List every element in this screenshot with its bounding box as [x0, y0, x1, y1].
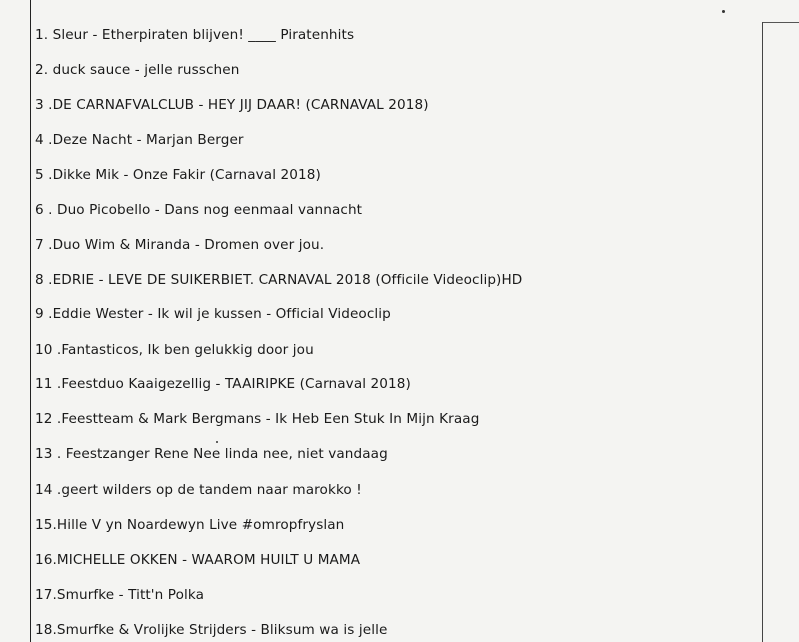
table-left-border	[30, 0, 31, 642]
track-item-17: 17.Smurfke - Titt'n Polka	[35, 587, 205, 603]
track-item-5: 5 .Dikke Mik - Onze Fakir (Carnaval 2018)	[35, 167, 321, 183]
track-item-6: 6 . Duo Picobello - Dans nog eenmaal vannacht	[35, 202, 363, 218]
track-item-18: 18.Smurfke & Vrolijke Strijders - Bliksum wa is jelle	[35, 622, 388, 638]
track-item-4: 4 .Deze Nacht - Marjan Berger	[35, 132, 244, 148]
track-item-7: 7 .Duo Wim & Miranda - Dromen over jou.	[35, 237, 325, 253]
track-item-15: 15.Hille V yn Noardewyn Live #omropfryslan	[35, 517, 345, 533]
track-item-11: 11 .Feestduo Kaaigezellig - TAAIRIPKE (Carnaval 2018)	[35, 376, 411, 392]
table-right-border	[762, 22, 763, 642]
track-item-1: 1. Sleur - Etherpiraten blijven! ____ Piratenhits	[35, 27, 355, 43]
track-item-8: 8 .EDRIE - LEVE DE SUIKERBIET. CARNAVAL 2018 (Officile Videoclip)HD	[35, 272, 523, 288]
track-item-16: 16.MICHELLE OKKEN - WAAROM HUILT U MAMA	[35, 552, 361, 568]
track-item-13: 13 . Feestzanger Rene Nee linda nee, niet vandaag	[35, 446, 388, 462]
scan-speck	[722, 10, 725, 13]
track-item-3: 3 .DE CARNAFVALCLUB - HEY JIJ DAAR! (CARNAVAL 2018)	[35, 97, 429, 113]
table-top-border	[763, 22, 799, 23]
track-item-14: 14 .geert wilders op de tandem naar marokko !	[35, 482, 362, 498]
track-item-9: 9 .Eddie Wester - Ik wil je kussen - Official Videoclip	[35, 306, 391, 322]
track-item-10: 10 .Fantasticos, Ik ben gelukkig door jou	[35, 342, 314, 358]
track-item-2: 2. duck sauce - jelle russchen	[35, 62, 240, 78]
track-item-12: 12 .Feestteam & Mark Bergmans - Ik Heb Een Stuk In Mijn Kraag	[35, 411, 480, 427]
